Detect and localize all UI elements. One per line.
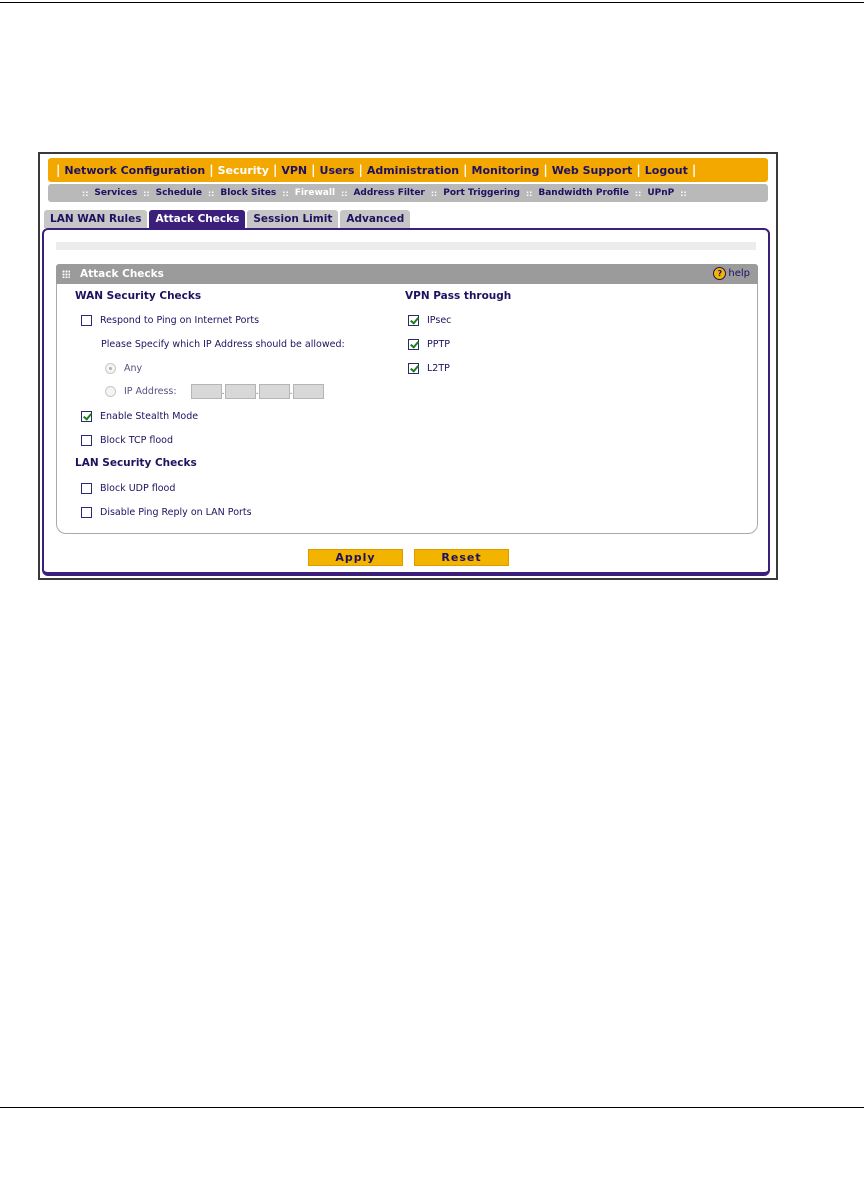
- subnav-block-sites[interactable]: Block Sites: [220, 188, 277, 198]
- subnav-schedule[interactable]: Schedule: [155, 188, 202, 198]
- subnav-separator: ::: [525, 188, 533, 198]
- subnav-address-filter[interactable]: Address Filter: [353, 188, 425, 198]
- ipsec-label: IPsec: [427, 315, 452, 326]
- stealth-mode-checkbox[interactable]: [81, 411, 92, 422]
- respond-ping-checkbox[interactable]: [81, 315, 92, 326]
- radio-ip-label: IP Address:: [124, 386, 177, 397]
- nav-administration[interactable]: Administration: [366, 163, 460, 177]
- content-panel: [42, 228, 770, 576]
- sub-nav: [48, 184, 768, 202]
- nav-network-configuration[interactable]: Network Configuration: [64, 163, 206, 177]
- ping-reply-checkbox[interactable]: [81, 507, 92, 518]
- stealth-mode-row: [81, 411, 198, 422]
- tab-session-limit[interactable]: Session Limit: [247, 210, 338, 228]
- subnav-firewall[interactable]: Firewall: [294, 188, 336, 198]
- nav-vpn[interactable]: VPN: [281, 163, 308, 177]
- l2tp-row: [408, 363, 450, 374]
- radio-any-label: Any: [124, 363, 143, 374]
- pptp-row: [408, 339, 450, 350]
- help-icon: ?: [713, 267, 726, 280]
- lan-security-heading: LAN Security Checks: [75, 457, 197, 469]
- page-top-rule: [0, 2, 864, 3]
- nav-separator: |: [272, 163, 278, 177]
- ipsec-row: [408, 315, 451, 326]
- l2tp-checkbox[interactable]: [408, 363, 419, 374]
- section-body: [56, 284, 758, 534]
- nav-separator: |: [358, 163, 363, 177]
- wan-security-heading: WAN Security Checks: [75, 290, 202, 302]
- nav-separator: |: [209, 163, 214, 177]
- subnav-separator: ::: [430, 188, 438, 198]
- tcp-flood-row: [81, 435, 173, 446]
- nav-separator: |: [311, 163, 316, 177]
- tab-advanced[interactable]: Advanced: [340, 210, 410, 228]
- grip-icon: [62, 270, 70, 278]
- ping-reply-label: Disable Ping Reply on LAN Ports: [100, 507, 252, 518]
- radio-ip-row: [105, 384, 324, 399]
- subnav-separator: ::: [82, 188, 89, 198]
- nav-logout[interactable]: Logout: [644, 163, 688, 177]
- subnav-separator: ::: [634, 188, 642, 198]
- help-label: help: [728, 268, 750, 279]
- ping-reply-row: [81, 507, 252, 518]
- subnav-separator: ::: [143, 188, 150, 198]
- ipsec-checkbox[interactable]: [408, 315, 419, 326]
- tab-attack-checks[interactable]: Attack Checks: [149, 210, 245, 228]
- ip-dot: .: [289, 386, 293, 397]
- section-header: [56, 264, 758, 284]
- subnav-upnp[interactable]: UPnP: [647, 188, 675, 198]
- page-bottom-rule: [0, 1107, 864, 1108]
- subnav-separator: ::: [282, 188, 289, 198]
- apply-button[interactable]: Apply: [308, 549, 403, 566]
- nav-web-support[interactable]: Web Support: [551, 163, 633, 177]
- radio-any-row: [105, 363, 142, 374]
- nav-separator: |: [543, 163, 548, 177]
- section-title: Attack Checks: [80, 268, 164, 280]
- message-bar: [56, 242, 756, 250]
- tab-lan-wan-rules[interactable]: LAN WAN Rules: [44, 210, 147, 228]
- nav-separator: |: [636, 163, 641, 177]
- main-nav: [48, 158, 768, 182]
- nav-security[interactable]: Security: [217, 163, 269, 177]
- specify-ip-text: [101, 339, 345, 350]
- nav-users[interactable]: Users: [319, 163, 355, 177]
- tab-bar: [44, 210, 412, 228]
- specify-ip-label: Please Specify which IP Address should be allowed:: [101, 339, 345, 350]
- help-link[interactable]: [713, 267, 750, 280]
- subnav-separator: ::: [680, 188, 687, 198]
- tcp-flood-checkbox[interactable]: [81, 435, 92, 446]
- tcp-flood-label: Block TCP flood: [100, 435, 173, 446]
- nav-separator: |: [691, 163, 697, 177]
- ip-dot: .: [221, 386, 225, 397]
- udp-flood-checkbox[interactable]: [81, 483, 92, 494]
- respond-ping-row: [81, 315, 259, 326]
- reset-button[interactable]: Reset: [414, 549, 509, 566]
- ip-dot: .: [255, 386, 259, 397]
- l2tp-label: L2TP: [427, 363, 450, 374]
- subnav-services[interactable]: Services: [94, 188, 138, 198]
- pptp-label: PPTP: [427, 339, 450, 350]
- pptp-checkbox[interactable]: [408, 339, 419, 350]
- subnav-port-triggering[interactable]: Port Triggering: [443, 188, 520, 198]
- ip-octet-2-input[interactable]: [225, 384, 256, 399]
- nav-monitoring[interactable]: Monitoring: [471, 163, 540, 177]
- router-ui-screenshot: [38, 152, 778, 580]
- vpn-pass-through-heading: VPN Pass through: [405, 290, 512, 302]
- subnav-bandwidth-profile[interactable]: Bandwidth Profile: [538, 188, 629, 198]
- udp-flood-label: Block UDP flood: [100, 483, 176, 494]
- subnav-separator: ::: [207, 188, 215, 198]
- ip-octet-4-input[interactable]: [293, 384, 324, 399]
- nav-separator: |: [463, 163, 468, 177]
- udp-flood-row: [81, 483, 175, 494]
- radio-any[interactable]: [105, 363, 116, 374]
- ip-octet-3-input[interactable]: [259, 384, 290, 399]
- subnav-separator: ::: [341, 188, 348, 198]
- ip-octet-1-input[interactable]: [191, 384, 222, 399]
- nav-separator: |: [56, 163, 61, 177]
- stealth-mode-label: Enable Stealth Mode: [100, 411, 199, 422]
- respond-ping-label: Respond to Ping on Internet Ports: [100, 315, 260, 326]
- radio-ip-address[interactable]: [105, 386, 116, 397]
